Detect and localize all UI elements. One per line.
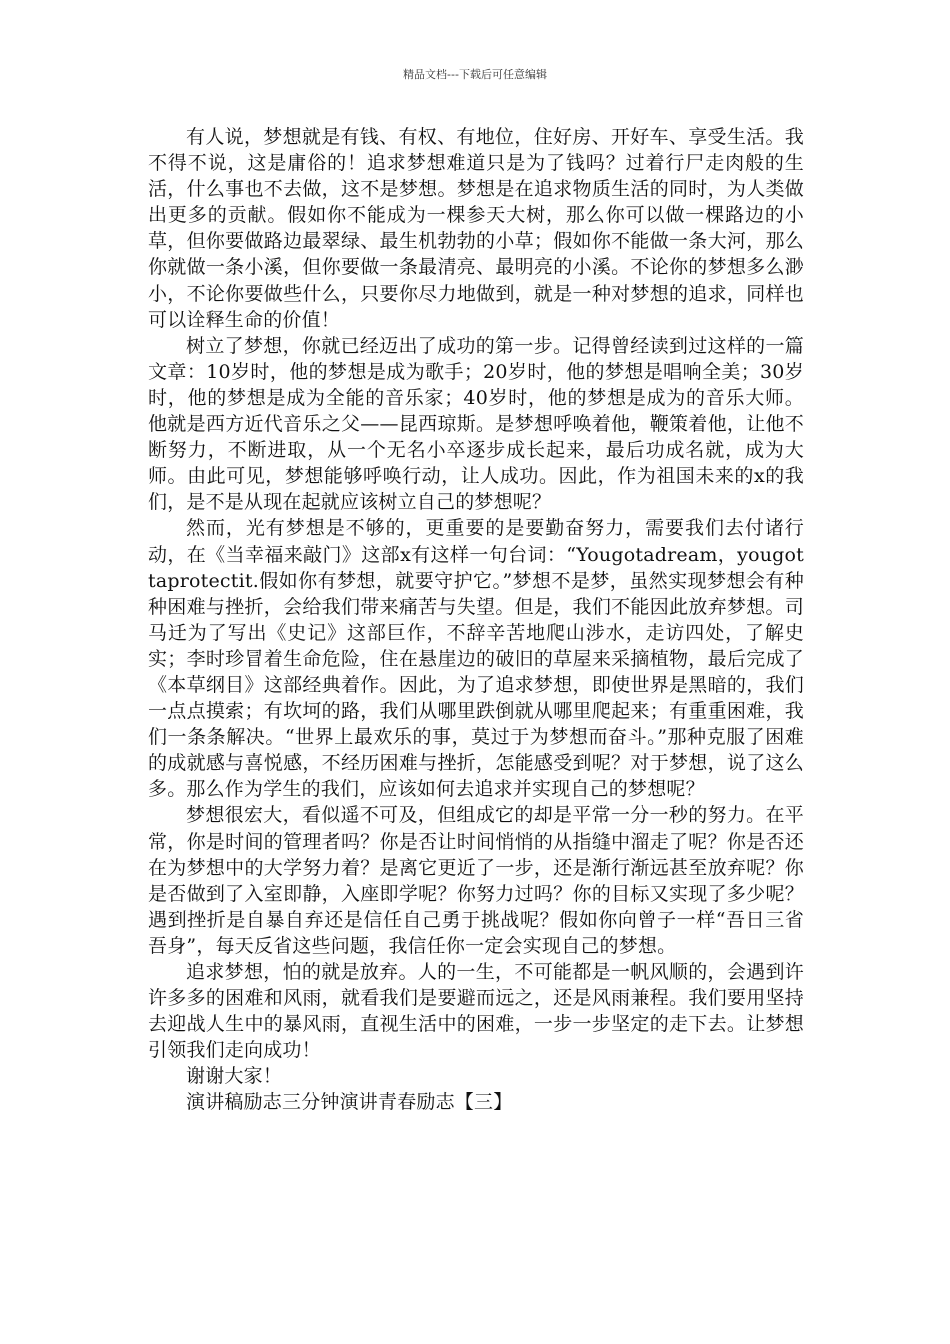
document-body [148, 124, 804, 1116]
closing-thanks: 谢谢大家！ [186, 1065, 283, 1088]
next-section-title: 演讲稿励志三分钟演讲青春励志【三】 [186, 1091, 513, 1114]
paragraph-3: 然而，光有梦想是不够的，更重要的是要勤奋努力，需要我们去付诸行动，在《当幸福来敲门》这部x有这样一句台词：“Yougotadream，yougottaprotectit.假如你有梦想，就要守护它。”梦想不是梦，虽然实现梦想会有种种困难与挫折，会给我们带来痛苦与失望。但是，我们不能因此放弃梦想。司马迁为了写出《史记》这部巨作，不辞辛苦地爬山涉水，走访四处，了解史实；李时珍冒着生命危险，住在悬崖边的破旧的草屋来采摘植物，最后完成了《本草纲目》这部经典着作。因此，为了追求梦想，即使世界是黑暗的，我们一点点摸索；有坎坷的路，我们从哪里跌倒就从哪里爬起来；有重重困难，我们一条条解决。“世界上最欢乐的事，莫过于为梦想而奋斗。”那种克服了困难的成就感与喜悦感，不经历困难与挫折，怎能感受到呢？对于梦想，说了这么多。那么作为学生的我们，应该如何去追求并实现自己的梦想呢？ [148, 517, 804, 801]
paragraph-2: 树立了梦想，你就已经迈出了成功的第一步。记得曾经读到过这样的一篇文章：10岁时，他的梦想是成为歌手；20岁时，他的梦想是唱响全美；30岁时，他的梦想是成为全能的音乐家；40岁时，他的梦想是成为的音乐大师。他就是西方近代音乐之父——昆西琼斯。是梦想呼唤着他，鞭策着他，让他不断努力，不断进取，从一个无名小卒逐步成长起来，最后功成名就，成为大师。由此可见，梦想能够呼唤行动，让人成功。因此，作为祖国未来的x的我们，是不是从现在起就应该树立自己的梦想呢？ [148, 334, 804, 514]
paragraph-1: 有人说，梦想就是有钱、有权、有地位，住好房、开好车、享受生活。我不得不说，这是庸俗的！追求梦想难道只是为了钱吗？过着行尸走肉般的生活，什么事也不去做，这不是梦想。梦想是在追求物质生活的同时，为人类做出更多的贡献。假如你不能成为一棵参天大树，那么你可以做一棵路边的小草，但你要做路边最翠绿、最生机勃勃的小草；假如你不能做一条大河，那么你就做一条小溪，但你要做一条最清亮、最明亮的小溪。不论你的梦想多么渺小，不论你要做些什么，只要你尽力地做到，就是一种对梦想的追求，同样也可以诠释生命的价值！ [148, 126, 804, 331]
paragraph-4: 梦想很宏大，看似遥不可及，但组成它的却是平常一分一秒的努力。在平常，你是时间的管理者吗？你是否让时间悄悄的从指缝中溜走了呢？你是否还在为梦想中的大学努力着？是离它更近了一步，还是渐行渐远甚至放弃呢？你是否做到了入室即静，入座即学呢？你努力过吗？你的目标又实现了多少呢？遇到挫折是自暴自弃还是信任自己勇于挑战呢？假如你向曾子一样“吾日三省吾身”，每天反省这些问题，我信任你一定会实现自己的梦想。 [148, 804, 804, 957]
page-header: 精品文档---下载后可任意编辑 [403, 68, 547, 81]
paragraph-5: 追求梦想，怕的就是放弃。人的一生，不可能都是一帆风顺的，会遇到许许多多的困难和风雨，就看我们是要避而远之，还是风雨兼程。我们要用坚持去迎战人生中的暴风雨，直视生活中的困难，一步一步坚定的走下去。让梦想引领我们走向成功！ [148, 961, 804, 1062]
